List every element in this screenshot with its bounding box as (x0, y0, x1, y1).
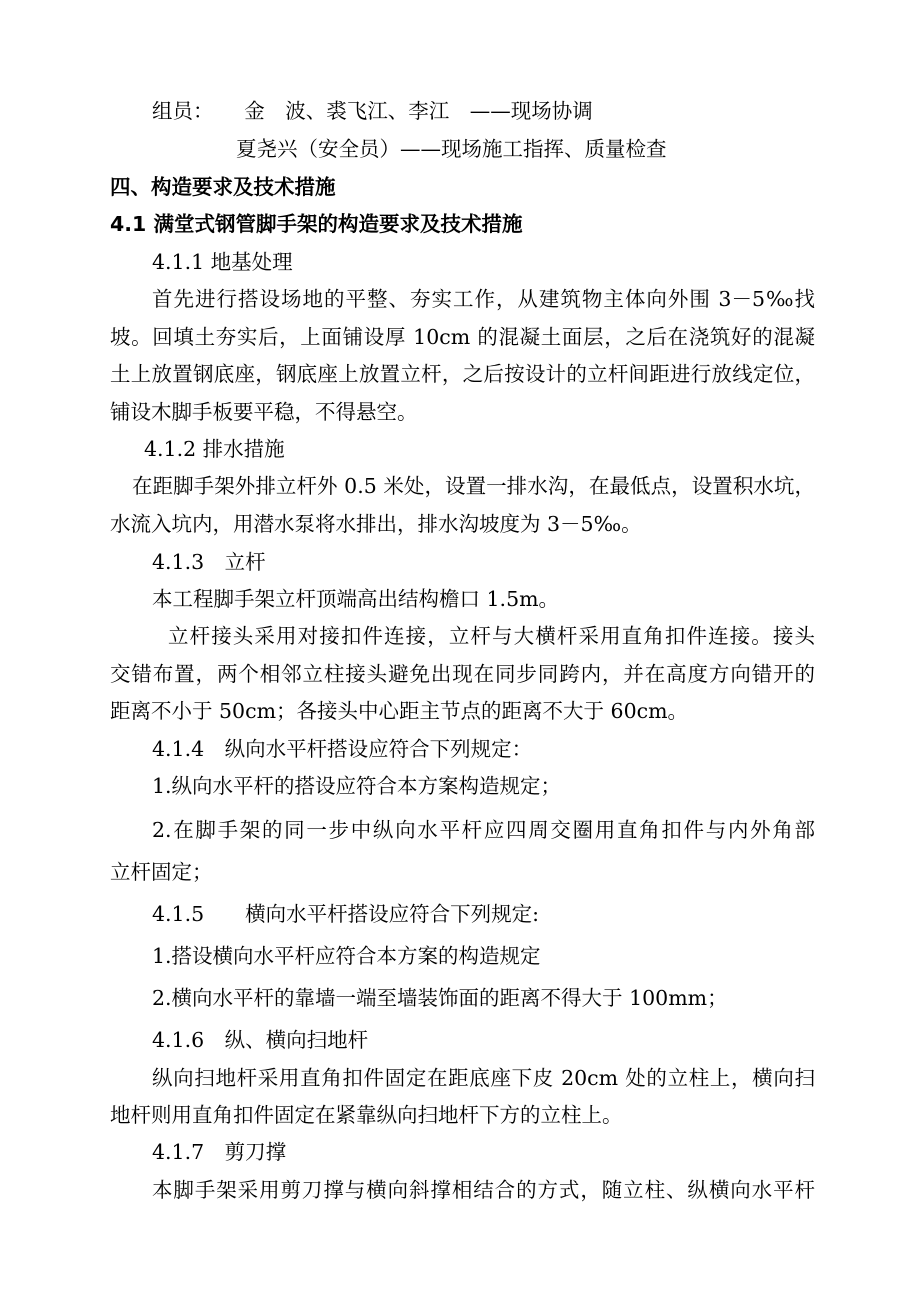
paragraph-line: 坡。回填土夯实后，上面铺设厚 10cm 的混凝土面层，之后在浇筑好的混凝 (110, 325, 815, 349)
subsection-heading: 4.1 满堂式钢管脚手架的构造要求及技术措施 (110, 212, 523, 236)
clause-heading-4-1-7: 4.1.7 剪刀撑 (152, 1140, 287, 1164)
paragraph-line: 立杆接头采用对接扣件连接，立杆与大横杆采用直角扣件连接。接头 (168, 624, 815, 648)
list-item: 2.在脚手架的同一步中纵向水平杆应四周交圈用直角扣件与内外角部 (152, 818, 815, 842)
list-item: 2.横向水平杆的靠墙一端至墙装饰面的距离不得大于 100mm； (152, 986, 728, 1010)
clause-heading-4-1-1: 4.1.1 地基处理 (152, 250, 293, 274)
paragraph-line: 本脚手架采用剪刀撑与横向斜撑相结合的方式，随立柱、纵横向水平杆 (152, 1178, 815, 1202)
section-heading: 四、构造要求及技术措施 (110, 175, 336, 199)
paragraph-line: 交错布置，两个相邻立柱接头避免出现在同步同跨内，并在高度方向错开的 (110, 662, 815, 686)
clause-heading-4-1-4: 4.1.4 纵向水平杆搭设应符合下列规定： (152, 737, 533, 761)
list-item: 1.搭设横向水平杆应符合本方案的构造规定 (152, 944, 541, 968)
clause-heading-4-1-2: 4.1.2 排水措施 (144, 437, 285, 461)
clause-heading-4-1-5: 4.1.5 横向水平杆搭设应符合下列规定: (152, 902, 540, 926)
paragraph-line: 水流入坑内，用潜水泵将水排出，排水沟坡度为 3－5‰。 (110, 512, 642, 536)
clause-heading-4-1-3: 4.1.3 立杆 (152, 550, 266, 574)
paragraph-line: 地杆则用直角扣件固定在紧靠纵向扫地杆下方的立柱上。 (110, 1103, 623, 1127)
paragraph-line: 距离不小于 50cm；各接头中心距主节点的距离不大于 60cm。 (110, 699, 689, 723)
paragraph-line: 在距脚手架外排立杆外 0.5 米处，设置一排水沟，在最低点，设置积水坑， (132, 474, 815, 498)
paragraph-line: 首先进行搭设场地的平整、夯实工作，从建筑物主体向外围 3－5‰找 (152, 287, 815, 311)
list-item-continuation: 立杆固定； (110, 860, 213, 884)
team-members-line: 组员： 金 波、裘飞江、李江 ——现场协调 (152, 99, 593, 123)
team-member-safety-line: 夏尧兴（安全员）——现场施工指挥、质量检查 (236, 137, 667, 161)
list-item: 1.纵向水平杆的搭设应符合本方案构造规定； (152, 774, 562, 798)
clause-heading-4-1-6: 4.1.6 纵、横向扫地杆 (152, 1028, 369, 1052)
paragraph-line: 铺设木脚手板要平稳，不得悬空。 (110, 400, 418, 424)
paragraph-line: 土上放置钢底座，钢底座上放置立杆，之后按设计的立杆间距进行放线定位， (110, 362, 815, 386)
paragraph-line: 纵向扫地杆采用直角扣件固定在距底座下皮 20cm 处的立柱上，横向扫 (152, 1066, 815, 1090)
paragraph-line: 本工程脚手架立杆顶端高出结构檐口 1.5m。 (152, 587, 560, 611)
